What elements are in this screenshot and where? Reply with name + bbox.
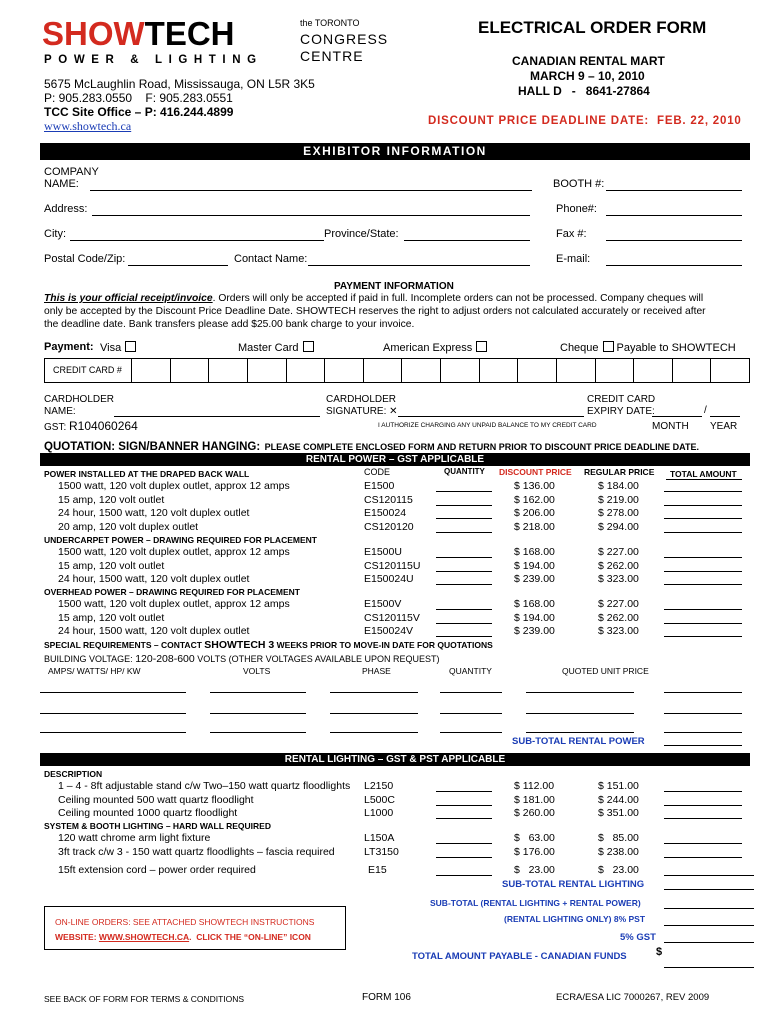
overhead-item-desc: 1500 watt, 120 volt duplex outlet, approx 12 amps xyxy=(58,598,290,610)
gst-label-text: GST: xyxy=(44,422,67,433)
exhibitor-info-title: EXHIBITOR INFORMATION xyxy=(303,144,487,158)
undercarpet-item-regular-price: $ 262.00 xyxy=(598,559,639,572)
lighting-item-regular-price: $ 151.00 xyxy=(598,780,639,792)
rental-power-title: RENTAL POWER – GST APPLICABLE xyxy=(305,454,485,465)
power-item-regular-price: $ 278.00 xyxy=(598,507,639,519)
extension-cord-total[interactable] xyxy=(664,875,754,876)
lighting-item-desc: 1 – 4 - 8ft adjustable stand c/w Two–150 watt quartz floodlights xyxy=(58,780,351,792)
cardholder-name-field[interactable] xyxy=(114,416,320,417)
lighting-item-discount-price: $ 112.00 xyxy=(514,780,555,792)
special-a: SPECIAL REQUIREMENTS – CONTACT xyxy=(44,640,205,650)
payable-label: Payable to SHOWTECH xyxy=(616,342,736,354)
booth-lighting-item-qty-field[interactable] xyxy=(436,857,492,858)
power-section-1: POWER INSTALLED AT THE DRAPED BACK WALL xyxy=(44,469,250,479)
email-label: E-mail: xyxy=(556,253,591,265)
quote-volts-field[interactable] xyxy=(210,713,306,714)
overhead-item-qty-field[interactable] xyxy=(436,609,492,610)
overhead-item-discount-price: $ 168.00 xyxy=(514,598,555,610)
overhead-item-total-field[interactable] xyxy=(664,609,742,610)
subtotal-both-field[interactable] xyxy=(664,908,754,909)
lighting-item-qty-field[interactable] xyxy=(436,805,492,806)
phone-label: Phone#: xyxy=(556,203,597,215)
special-c: WEEKS PRIOR TO MOVE-IN DATE FOR QUOTATIONS xyxy=(274,640,493,650)
power-item-discount-price: $ 136.00 xyxy=(514,480,555,492)
visa-checkbox[interactable] xyxy=(125,341,136,352)
booth-lighting-item-qty-field[interactable] xyxy=(436,843,492,844)
expiry-label: EXPIRY DATE: xyxy=(587,406,655,417)
quote-phase-field[interactable] xyxy=(330,713,418,714)
power-section-3: OVERHEAD POWER – DRAWING REQUIRED FOR PLACEMENT xyxy=(44,587,300,597)
rental-power-bar xyxy=(40,453,750,466)
credit-card-number-boxes[interactable] xyxy=(44,358,750,383)
booth-lighting-item-total-field[interactable] xyxy=(664,857,742,858)
tcc-logo-congress: CONGRESS xyxy=(300,31,389,47)
undercarpet-item-total-field[interactable] xyxy=(664,557,742,558)
payment-info-title: PAYMENT INFORMATION xyxy=(334,281,454,292)
col-quantity: QUANTITY xyxy=(444,467,485,476)
special-requirements xyxy=(44,639,493,651)
pst-label: (RENTAL LIGHTING ONLY) 8% PST xyxy=(504,914,646,924)
payment-label: Payment: xyxy=(44,341,94,353)
amex-checkbox[interactable] xyxy=(476,341,487,352)
undercarpet-item-qty-field[interactable] xyxy=(436,571,492,572)
power-item-discount-price: $ 206.00 xyxy=(514,507,555,519)
quote-qty-field[interactable] xyxy=(440,713,502,714)
subtotal-power-field[interactable] xyxy=(664,745,742,746)
cheque-option[interactable] xyxy=(560,341,736,354)
power-item-total-field[interactable] xyxy=(664,518,742,519)
event-name: CANADIAN RENTAL MART xyxy=(512,54,665,68)
undercarpet-item-regular-price: $ 227.00 xyxy=(598,546,639,558)
power-item-qty-field[interactable] xyxy=(436,518,492,519)
company-label-2: NAME: xyxy=(44,178,79,190)
overhead-item-code: CS120115V xyxy=(364,611,420,624)
rental-lighting-bar xyxy=(40,753,750,766)
undercarpet-item-desc: 15 amp, 120 volt outlet xyxy=(58,559,165,572)
undercarpet-item-qty-field[interactable] xyxy=(436,584,492,585)
extension-cord-reg: $ 23.00 xyxy=(598,864,639,876)
gst-field[interactable] xyxy=(664,942,754,943)
mastercard-option[interactable] xyxy=(238,341,314,354)
undercarpet-item-discount-price: $ 168.00 xyxy=(514,546,555,558)
power-item-desc: 24 hour, 1500 watt, 120 volt duplex outlet xyxy=(58,507,250,519)
overhead-item-regular-price: $ 262.00 xyxy=(598,611,639,624)
credit-card-expiry-label1: CREDIT CARD xyxy=(587,394,656,405)
cardholder-name-label: NAME: xyxy=(44,406,76,417)
form-title: ELECTRICAL ORDER FORM xyxy=(478,18,707,37)
official-receipt: This is your official receipt/invoice xyxy=(44,293,213,304)
province-field[interactable] xyxy=(404,240,530,241)
signature-field[interactable] xyxy=(398,416,584,417)
cheque-checkbox[interactable] xyxy=(603,341,614,352)
lighting-item-code: L1000 xyxy=(364,807,394,819)
event-hall: HALL D - 8641-27864 xyxy=(518,84,650,98)
quote-total-field[interactable] xyxy=(664,732,742,733)
online-website-text xyxy=(55,932,311,942)
address-label: Address: xyxy=(44,203,88,215)
website-link[interactable]: www.showtech.ca xyxy=(44,119,132,133)
power-item-code: CS120120 xyxy=(364,520,414,533)
logo-tech: TECH xyxy=(144,15,235,52)
overhead-item-desc: 15 amp, 120 volt outlet xyxy=(58,611,165,624)
overhead-item-discount-price: $ 239.00 xyxy=(514,625,555,637)
power-item-desc: 15 amp, 120 volt outlet xyxy=(58,493,165,506)
building-voltage xyxy=(44,653,439,665)
quote-total-field[interactable] xyxy=(664,692,742,693)
total-payable-label: TOTAL AMOUNT PAYABLE - CANADIAN FUNDS xyxy=(412,951,627,962)
power-section-2: UNDERCARPET POWER – DRAWING REQUIRED FOR PLACEMENT xyxy=(44,535,317,545)
subtotal-both: SUB-TOTAL (RENTAL LIGHTING + RENTAL POWER) xyxy=(430,898,641,908)
mastercard-checkbox[interactable] xyxy=(303,341,314,352)
exhibitor-info-bar xyxy=(40,143,750,160)
lighting-item-code: L2150 xyxy=(364,780,394,792)
power-item-desc: 1500 watt, 120 volt duplex outlet, approx 12 amps xyxy=(58,480,290,492)
tcc-logo-the: the TORONTO xyxy=(300,18,360,28)
expiry-year-field[interactable] xyxy=(710,416,740,417)
quote-qty-field[interactable] xyxy=(440,732,502,733)
undercarpet-item-regular-price: $ 323.00 xyxy=(598,573,639,585)
quote-qty-field[interactable] xyxy=(440,692,502,693)
undercarpet-item-code: E150024U xyxy=(364,573,414,585)
postal-field[interactable] xyxy=(128,265,228,266)
company-label-1: COMPANY xyxy=(44,166,99,178)
lighting-item-total-field[interactable] xyxy=(664,818,742,819)
fax-label: Fax #: xyxy=(556,228,587,240)
deadline-date: DISCOUNT PRICE DEADLINE DATE: FEB. 22, 2010 xyxy=(428,115,742,127)
quotation-text: PLEASE COMPLETE ENCLOSED FORM AND RETURN PRIOR TO DISCOUNT PRICE DEADLINE DATE. xyxy=(264,442,699,452)
overhead-item-code: E150024V xyxy=(364,625,414,637)
quote-amps-field[interactable] xyxy=(40,692,186,693)
undercarpet-item-discount-price: $ 194.00 xyxy=(514,559,555,572)
col-total-amount: TOTAL AMOUNT xyxy=(670,469,737,479)
website-suffix: . CLICK THE “ON-LINE” ICON xyxy=(189,932,311,942)
extension-cord-qty[interactable] xyxy=(436,875,492,876)
company-name-field[interactable] xyxy=(90,190,532,191)
tcc-site-office: TCC Site Office – P: 416.244.4899 xyxy=(44,105,234,119)
quote-phase-field[interactable] xyxy=(330,692,418,693)
lighting-item-total-field[interactable] xyxy=(664,791,742,792)
total-header-underline xyxy=(666,479,742,480)
lighting-item-discount-price: $ 181.00 xyxy=(514,793,555,806)
lighting-item-qty-field[interactable] xyxy=(436,818,492,819)
undercarpet-item-code: E1500U xyxy=(364,546,402,558)
booth-lighting-item-desc: 3ft track c/w 3 - 150 watt quartz floodlights – fascia required xyxy=(58,845,335,858)
address-field[interactable] xyxy=(92,215,530,216)
total-dollar-sign: $ xyxy=(656,946,663,958)
amex-option[interactable] xyxy=(383,341,487,354)
logo-show: SHOW xyxy=(42,15,145,52)
payment-text-2: only be accepted by the Discount Price Deadline Date. SHOWTECH reserves the right to adjust orders not calculated accurately or received after xyxy=(44,306,706,317)
visa-label: Visa xyxy=(100,342,122,354)
form-number: FORM 106 xyxy=(362,992,411,1003)
undercarpet-item-desc: 1500 watt, 120 volt duplex outlet, approx 12 amps xyxy=(58,546,290,558)
subtotal-lighting-field[interactable] xyxy=(664,889,754,890)
power-item-code: CS120115 xyxy=(364,493,413,506)
company-address: 5675 McLaughlin Road, Mississauga, ON L5R 3K5 xyxy=(44,77,315,91)
authorize-text: I AUTHORIZE CHARGING ANY UNPAID BALANCE TO MY CREDIT CARD xyxy=(378,422,597,429)
lighting-item-total-field[interactable] xyxy=(664,805,742,806)
cardholder-sig-label1: CARDHOLDER xyxy=(326,394,397,405)
signature-label: SIGNATURE: ✕ xyxy=(326,406,398,417)
cardholder-label: CARDHOLDER xyxy=(44,394,115,405)
overhead-item-regular-price: $ 323.00 xyxy=(598,625,639,637)
event-dates: MARCH 9 – 10, 2010 xyxy=(530,69,645,83)
license-number: ECRA/ESA LIC 7000267, REV 2009 xyxy=(556,992,710,1003)
power-item-discount-price: $ 162.00 xyxy=(514,493,555,506)
extension-cord-code: E15 xyxy=(368,864,387,876)
power-item-qty-field[interactable] xyxy=(436,505,492,506)
booth-lighting-item-code: LT3150 xyxy=(364,845,399,858)
subtotal-rental-power: SUB-TOTAL RENTAL POWER xyxy=(512,736,645,747)
undercarpet-item-code: CS120115U xyxy=(364,559,421,572)
quote-phase-field[interactable] xyxy=(330,732,418,733)
voltage-c: VOLTS (OTHER VOLTAGES AVAILABLE UPON REQUEST) xyxy=(194,654,440,664)
online-orders-text: ON-LINE ORDERS: SEE ATTACHED SHOWTECH INSTRUCTIONS xyxy=(55,917,315,927)
gst-total-label: 5% GST xyxy=(620,932,656,943)
logo-tagline: POWER & LIGHTING xyxy=(44,54,263,66)
city-field[interactable] xyxy=(70,240,324,241)
quote-total-field[interactable] xyxy=(664,713,742,714)
tcc-logo-centre: CENTRE xyxy=(300,48,364,64)
booth-lighting-item-regular-price: $ 85.00 xyxy=(598,832,639,844)
quote-unit-field[interactable] xyxy=(526,692,634,693)
overhead-item-regular-price: $ 227.00 xyxy=(598,598,639,610)
payment-text-3: the deadline date. Bank transfers please add $25.00 bank charge to your invoice. xyxy=(44,319,415,330)
power-item-regular-price: $ 184.00 xyxy=(598,480,639,492)
quote-col-unit: QUOTED UNIT PRICE xyxy=(562,666,649,676)
pst-field[interactable] xyxy=(664,925,754,926)
expiry-month-field[interactable] xyxy=(652,416,702,417)
booth-lighting-item-discount-price: $ 176.00 xyxy=(514,845,555,858)
power-item-qty-field[interactable] xyxy=(436,532,492,533)
power-item-total-field[interactable] xyxy=(664,505,742,506)
contact-field[interactable] xyxy=(308,265,530,266)
gst-number: R104060264 xyxy=(69,419,138,433)
lighting-item-code: L500C xyxy=(364,793,395,806)
subtotal-rental-lighting: SUB-TOTAL RENTAL LIGHTING xyxy=(502,879,645,890)
voltage-a: BUILDING VOLTAGE: xyxy=(44,654,136,664)
year-label: YEAR xyxy=(710,421,738,432)
quote-amps-field[interactable] xyxy=(40,713,186,714)
showtech-logo xyxy=(42,16,235,52)
amex-label: American Express xyxy=(383,342,473,354)
booth-lighting-item-total-field[interactable] xyxy=(664,843,742,844)
extension-cord-desc: 15ft extension cord – power order required xyxy=(58,864,256,876)
power-item-regular-price: $ 294.00 xyxy=(598,520,639,533)
overhead-item-code: E1500V xyxy=(364,598,402,610)
province-label: Province/State: xyxy=(324,228,399,240)
payment-text-1: . Orders will only be accepted if paid in full. Incomplete orders can not be processed. Company cheques will xyxy=(212,293,704,304)
expiry-separator: / xyxy=(704,405,707,416)
overhead-item-total-field[interactable] xyxy=(664,623,742,624)
payment-options xyxy=(44,341,94,353)
email-field[interactable] xyxy=(606,265,742,266)
lighting-item-regular-price: $ 351.00 xyxy=(598,807,639,819)
visa-option[interactable] xyxy=(100,341,136,354)
total-payable-field[interactable] xyxy=(664,967,754,968)
payment-text-line1 xyxy=(44,293,703,304)
booth-lighting-item-desc: 120 watt chrome arm light fixture xyxy=(58,832,211,844)
contact-label: Contact Name: xyxy=(234,253,308,265)
quote-volts-field[interactable] xyxy=(210,732,306,733)
extension-cord-disc: $ 23.00 xyxy=(514,864,555,876)
lighting-item-desc: Ceiling mounted 1000 quartz floodlight xyxy=(58,807,238,819)
phone-field[interactable] xyxy=(606,215,742,216)
booth-label: BOOTH #: xyxy=(553,178,605,190)
quote-col-phase: PHASE xyxy=(362,666,391,676)
overhead-item-total-field[interactable] xyxy=(664,636,742,637)
overhead-item-qty-field[interactable] xyxy=(436,623,492,624)
quote-volts-field[interactable] xyxy=(210,692,306,693)
fax-field[interactable] xyxy=(606,240,742,241)
power-item-total-field[interactable] xyxy=(664,491,742,492)
booth-lighting-item-discount-price: $ 63.00 xyxy=(514,832,555,844)
cheque-label: Cheque xyxy=(560,342,599,354)
lighting-item-discount-price: $ 260.00 xyxy=(514,807,555,819)
power-item-total-field[interactable] xyxy=(664,532,742,533)
website-link-2[interactable]: WWW.SHOWTECH.CA xyxy=(98,932,190,942)
quote-col-volts: VOLTS xyxy=(243,666,271,676)
power-item-regular-price: $ 219.00 xyxy=(598,493,639,506)
quote-unit-field[interactable] xyxy=(526,732,634,733)
terms-footer: SEE BACK OF FORM FOR TERMS & CONDITIONS xyxy=(44,994,245,1004)
undercarpet-item-desc: 24 hour, 1500 watt, 120 volt duplex outlet xyxy=(58,573,250,585)
undercarpet-item-discount-price: $ 239.00 xyxy=(514,573,555,585)
col-regular-price: REGULAR PRICE xyxy=(584,467,655,477)
undercarpet-item-qty-field[interactable] xyxy=(436,557,492,558)
gst-label xyxy=(44,419,138,433)
quote-col-quantity: QUANTITY xyxy=(449,666,492,676)
month-label: MONTH xyxy=(652,421,689,432)
special-b: SHOWTECH 3 xyxy=(204,639,275,651)
overhead-item-discount-price: $ 194.00 xyxy=(514,611,555,624)
overhead-item-desc: 24 hour, 1500 watt, 120 volt duplex outlet xyxy=(58,625,250,637)
quote-unit-field[interactable] xyxy=(526,713,634,714)
booth-lighting-item-code: L150A xyxy=(364,832,395,844)
lighting-description-label: DESCRIPTION xyxy=(44,769,103,779)
power-item-qty-field[interactable] xyxy=(436,491,492,492)
lighting-item-regular-price: $ 244.00 xyxy=(598,793,639,806)
lighting-item-qty-field[interactable] xyxy=(436,791,492,792)
city-label: City: xyxy=(44,228,66,240)
power-item-desc: 20 amp, 120 volt duplex outlet xyxy=(58,520,199,533)
booth-lighting-item-regular-price: $ 238.00 xyxy=(598,845,639,858)
overhead-item-qty-field[interactable] xyxy=(436,636,492,637)
lighting-section-2: SYSTEM & BOOTH LIGHTING – HARD WALL REQUIRED xyxy=(44,821,271,831)
quote-col-amps: AMPS/ WATTS/ HP/ KW xyxy=(48,666,141,676)
company-phone-fax: P: 905.283.0550 F: 905.283.0551 xyxy=(44,91,233,105)
booth-field[interactable] xyxy=(606,190,742,191)
postal-label: Postal Code/Zip: xyxy=(44,253,126,265)
rental-lighting-title: RENTAL LIGHTING – GST & PST APPLICABLE xyxy=(284,754,506,765)
quotation-label: QUOTATION: SIGN/BANNER HANGING: xyxy=(44,441,261,453)
power-item-code: E1500 xyxy=(364,480,395,492)
mastercard-label: Master Card xyxy=(238,342,299,354)
credit-card-label: CREDIT CARD # xyxy=(53,365,122,375)
website-prefix: WEBSITE: xyxy=(55,932,99,942)
quote-amps-field[interactable] xyxy=(40,732,186,733)
lighting-item-desc: Ceiling mounted 500 watt quartz floodlight xyxy=(58,793,254,806)
power-item-discount-price: $ 218.00 xyxy=(514,520,555,533)
power-item-code: E150024 xyxy=(364,507,407,519)
undercarpet-item-total-field[interactable] xyxy=(664,571,742,572)
col-code: CODE xyxy=(364,467,391,477)
col-discount-price: DISCOUNT PRICE xyxy=(499,467,572,477)
voltage-b: 120-208-600 xyxy=(135,653,195,665)
online-orders-box xyxy=(44,906,346,950)
undercarpet-item-total-field[interactable] xyxy=(664,584,742,585)
